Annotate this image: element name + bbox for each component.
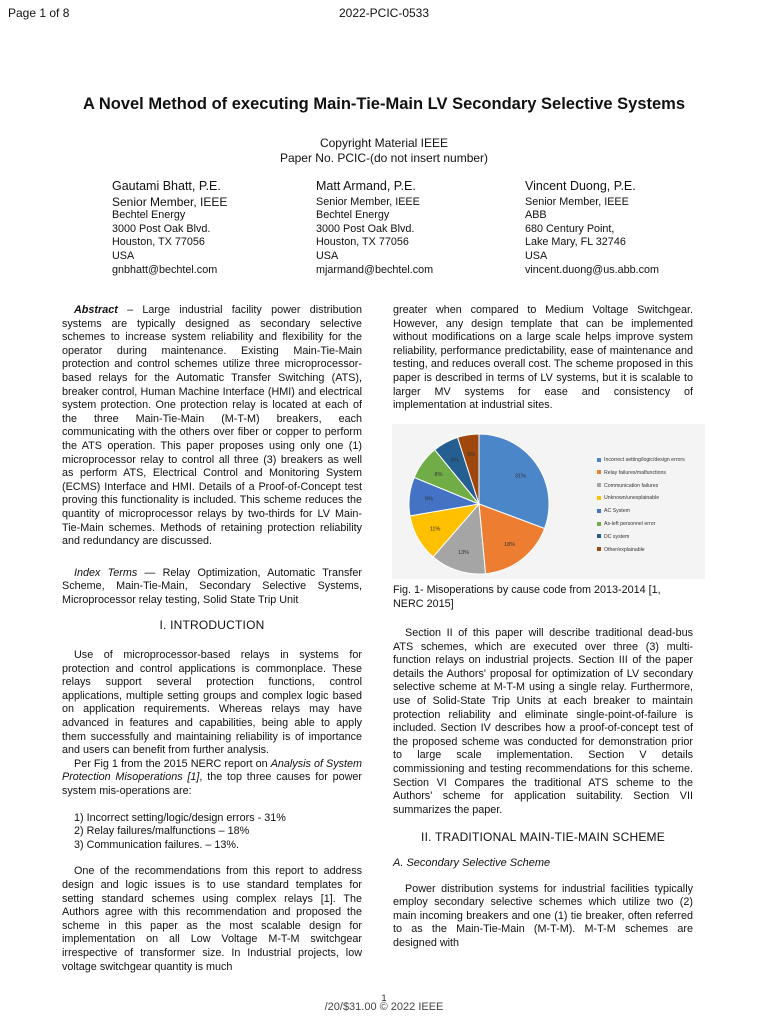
legend-label: Communication failures xyxy=(604,482,659,489)
cause-list xyxy=(62,812,362,853)
index-terms xyxy=(62,567,362,608)
legend-label: Relay failures/malfunctions xyxy=(604,469,666,476)
legend-swatch xyxy=(597,509,601,513)
author-address: 3000 Post Oak Blvd. xyxy=(112,222,211,235)
copyright-line: Copyright Material IEEE xyxy=(319,136,449,150)
author-address: 3000 Post Oak Blvd. xyxy=(316,222,415,235)
legend-item xyxy=(597,454,685,467)
author-org: ABB xyxy=(525,209,547,222)
author-country: USA xyxy=(525,249,548,262)
intro-paragraph: Use of microprocessor-based relays in systems for protection and control applications is commonplace. These relays support several protection functions, control applications, multiple setting groups and complex logic based on application requirements. Whereas relays may have advanced in features and capabilities, being able to apply them successfully and maintaining reliability is of importance and users can benefit from further analysis. xyxy=(62,649,362,757)
chart-legend xyxy=(597,454,685,556)
legend-label: As-left personnel error xyxy=(604,520,656,527)
slice-label: 31% xyxy=(514,473,526,480)
legend-swatch xyxy=(597,534,601,538)
index-terms-label: Index Terms xyxy=(74,566,138,579)
legend-item xyxy=(597,544,685,557)
author-address: 680 Century Point, xyxy=(525,222,615,235)
author-city: Houston, TX 77056 xyxy=(316,236,409,249)
legend-swatch xyxy=(597,458,601,462)
paper-number: Paper No. PCIC-(do not insert number) xyxy=(279,151,489,165)
slice-label: 6% xyxy=(450,457,459,464)
page-indicator: Page 1 of 8 xyxy=(8,6,70,20)
author-email: gnbhatt@bechtel.com xyxy=(112,263,218,276)
author-block xyxy=(525,180,745,277)
abstract-label: Abstract xyxy=(74,304,118,316)
legend-swatch xyxy=(597,496,601,500)
author-country: USA xyxy=(316,249,339,262)
legend-item xyxy=(597,531,685,544)
list-item: 3) Communication failures. – 13%. xyxy=(74,838,240,851)
section-heading: II. TRADITIONAL MAIN-TIE-MAIN SCHEME xyxy=(421,830,665,845)
subsection-heading: A. Secondary Selective Scheme xyxy=(393,856,551,869)
intro-paragraph: One of the recommendations from this report to address design and logic issues is to use standard templates for setting standard schemes using complex relays [1]. The Authors agree with this recommendation and proposed the scheme in this paper as the most scalable design for implementation on all Low Voltage M-T-M switchgear irrespective of transformer size. In Industrial projects, low voltage switchgear quantity is much xyxy=(62,865,362,973)
document-id: 2022-PCIC-0533 xyxy=(338,6,430,20)
author-email: vincent.duong@us.abb.com xyxy=(525,263,660,276)
paragraph: Section II of this paper will describe traditional dead-bus ATS schemes, which are executed over three (3) multi-function relays on industrial projects. Section III of the paper details the Authors' proposal for optimization of LV secondary selective scheme at M-T-M using a single relay. Furthermore, use of Solid-State Trip Units at each breaker to maintain protection reliability and eliminate single-point-of-failure is included. Section IV describes how a proof-of-concept test of the proposed scheme was conducted for demonstration prior to large scale implementation. Section V details commissioning and testing recommendations for this scheme. Section VI Compares the traditional ATS scheme to the Authors' scheme for application suitability. Section VII summarizes the paper. xyxy=(393,627,693,816)
right-column-top xyxy=(393,304,693,413)
legend-item xyxy=(597,480,685,493)
page-number: 1 xyxy=(381,993,387,1003)
slice-label: 11% xyxy=(429,526,441,533)
legend-label: AC System xyxy=(604,508,630,515)
slice-label: 13% xyxy=(458,549,470,556)
legend-label: Unknown/unexplainable xyxy=(604,495,660,502)
slice-label: 18% xyxy=(504,542,516,549)
left-column xyxy=(62,304,362,974)
author-name: Gautami Bhatt, P.E. xyxy=(112,179,221,193)
slice-label: 5% xyxy=(467,452,476,459)
paper-title: A Novel Method of executing Main-Tie-Main LV Secondary Selective Systems xyxy=(82,95,686,113)
author-country: USA xyxy=(112,249,135,262)
legend-item xyxy=(597,518,685,531)
legend-swatch xyxy=(597,522,601,526)
paragraph: greater when compared to Medium Voltage Switchgear. However, any design template that can be implemented without modifications on a large scale helps improve system reliability, performance predictability, ease of maintenance and testing, and reduces overall cost. The scheme proposed in this paper is described in terms of LV systems, but it is scalable to larger MV systems for ease and consistency of implementation at industrial sites. xyxy=(393,304,693,412)
legend-item xyxy=(597,467,685,480)
index-terms-text: — Relay Optimization, Automatic Transfer Scheme, Main-Tie-Main, Secondary Selective Systems, Microprocessor relay testing, Solid State Trip Unit xyxy=(62,566,362,606)
section-heading: I. INTRODUCTION xyxy=(159,618,265,633)
author-member: Senior Member, IEEE xyxy=(112,194,228,209)
paragraph: Power distribution systems for industrial facilities typically employ secondary selective schemes which utilize two (2) main incoming breakers and one (1) tie breaker, often referred to as the Main-Tie-Main (M-T-M). M-T-M schemes are designed with xyxy=(393,882,693,949)
legend-item xyxy=(597,505,685,518)
legend-label: DC system xyxy=(604,533,630,540)
list-item: 2) Relay failures/malfunctions – 18% xyxy=(74,825,250,838)
slice-label: 8% xyxy=(434,471,443,478)
footer-price: /20/$31.00 © 2022 IEEE xyxy=(324,1001,444,1013)
legend-swatch xyxy=(597,483,601,487)
abstract-text: – Large industrial facility power distribution systems are typically designed as secondary selective schemes to increase system reliability and flexibility for the operator during maintenance. Existing Main-Tie-Main protection and control schemes utilize three microprocessor-based relays for the Automatic Transfer Switching (ATS), breaker control, Human Machine Interface (HMI) and electrical system protection. One protection relay is located at each of the three Main-Tie-Main (M-T-M) breakers, each communicating with the others over fiber or copper to perform the ATS operation. This paper proposes using only one (1) microprocessor relay to control all three (3) breakers as well as perform ATS, Electrical Control and Monitoring System (ECMS) Interface and HMI. Details of a Proof-of-Concept test proving this functionality is included. This scheme reduces the quantity of microprocessor relays by two-thirds for LV Main-Tie-Main schemes. Methods of retaining protection reliability and redundancy are discussed. xyxy=(62,304,362,548)
abstract xyxy=(62,304,362,549)
legend-item xyxy=(597,492,685,505)
author-block xyxy=(112,180,332,277)
author-city: Lake Mary, FL 32746 xyxy=(525,236,626,249)
author-org: Bechtel Energy xyxy=(316,209,390,222)
legend-swatch xyxy=(597,547,601,551)
legend-label: Other/explainable xyxy=(604,546,645,553)
citation-title: Analysis of System Protection Misoperations [1] xyxy=(62,757,362,784)
author-org: Bechtel Energy xyxy=(112,209,186,222)
intro-paragraph: Per Fig 1 from the 2015 NERC report on Analysis of System Protection Misoperations [1], the top three causes for power system mis-operations are: xyxy=(62,757,363,797)
author-name: Matt Armand, P.E. xyxy=(316,179,416,193)
author-block xyxy=(316,180,536,277)
slice-label: 9% xyxy=(424,496,433,503)
figure-caption: Fig. 1- Misoperations by cause code from 2013-2014 [1, NERC 2015] xyxy=(393,584,661,610)
right-column-bottom xyxy=(393,627,693,950)
legend-swatch xyxy=(597,470,601,474)
author-member: Senior Member, IEEE xyxy=(525,195,629,208)
author-member: Senior Member, IEEE xyxy=(316,195,420,208)
author-email: mjarmand@bechtel.com xyxy=(316,263,434,276)
author-city: Houston, TX 77056 xyxy=(112,236,205,249)
list-item: 1) Incorrect setting/logic/design errors - 31% xyxy=(74,811,286,824)
legend-label: Incorrect setting/logic/design errors xyxy=(604,457,685,463)
author-name: Vincent Duong, P.E. xyxy=(525,179,636,193)
